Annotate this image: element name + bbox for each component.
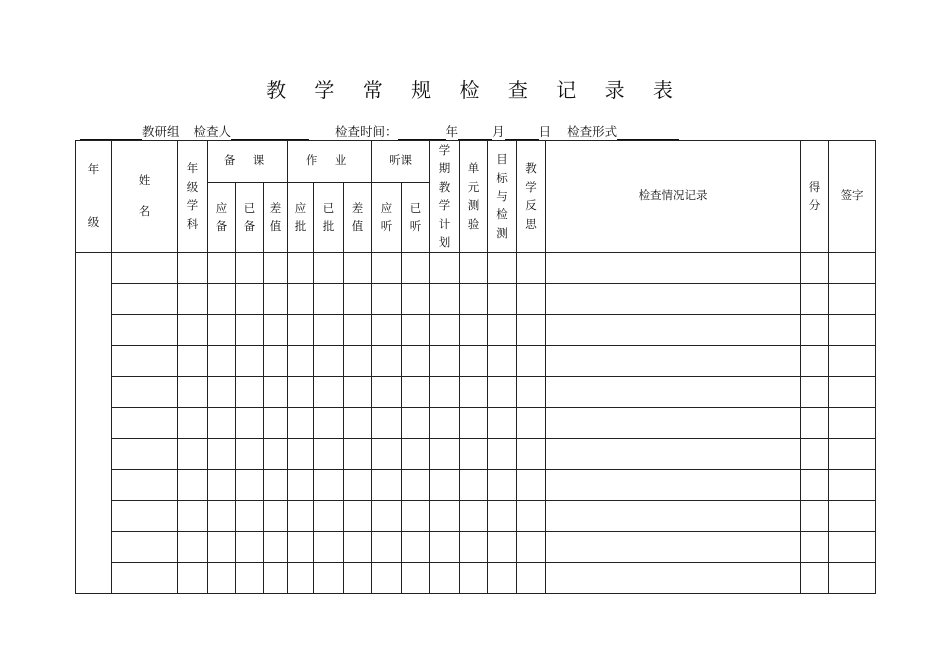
table-cell[interactable] xyxy=(344,562,372,593)
table-cell[interactable] xyxy=(264,283,288,314)
table-cell[interactable] xyxy=(372,252,402,283)
table-cell[interactable] xyxy=(372,531,402,562)
table-cell[interactable] xyxy=(208,283,236,314)
header-row-1 xyxy=(76,141,876,183)
table-cell[interactable] xyxy=(264,252,288,283)
table-cell[interactable] xyxy=(288,407,314,438)
table-cell[interactable] xyxy=(344,500,372,531)
table-cell[interactable] xyxy=(488,407,517,438)
table-row xyxy=(76,283,876,314)
table-cell[interactable] xyxy=(546,376,801,407)
form-info-line xyxy=(80,122,679,138)
table-cell[interactable] xyxy=(264,314,288,345)
header-lec-done: 已听 xyxy=(402,182,430,252)
table-cell[interactable] xyxy=(178,438,208,469)
table-cell[interactable] xyxy=(314,469,344,500)
table-cell[interactable] xyxy=(112,438,178,469)
table-cell[interactable] xyxy=(546,407,801,438)
table-cell[interactable] xyxy=(430,407,460,438)
table-cell[interactable] xyxy=(402,407,430,438)
table-cell[interactable] xyxy=(801,252,829,283)
table-cell[interactable] xyxy=(402,438,430,469)
table-cell[interactable] xyxy=(517,562,546,593)
table-row xyxy=(76,469,876,500)
table-row xyxy=(76,345,876,376)
table-cell[interactable] xyxy=(801,531,829,562)
table-cell[interactable] xyxy=(264,469,288,500)
table-cell[interactable] xyxy=(314,283,344,314)
month-blank[interactable] xyxy=(458,126,492,140)
table-cell[interactable] xyxy=(344,283,372,314)
table-cell[interactable] xyxy=(344,469,372,500)
table-cell[interactable] xyxy=(488,562,517,593)
table-cell[interactable] xyxy=(829,252,876,283)
table-cell[interactable] xyxy=(460,283,488,314)
table-cell[interactable] xyxy=(488,283,517,314)
header-grade xyxy=(76,141,112,253)
table-cell[interactable] xyxy=(178,345,208,376)
table-cell[interactable] xyxy=(236,438,264,469)
table-cell[interactable] xyxy=(236,562,264,593)
table-cell[interactable] xyxy=(264,500,288,531)
table-cell[interactable] xyxy=(288,562,314,593)
table-row xyxy=(76,562,876,593)
table-row xyxy=(76,314,876,345)
table-cell[interactable] xyxy=(488,500,517,531)
table-cell[interactable] xyxy=(546,314,801,345)
table-cell[interactable] xyxy=(402,531,430,562)
header-prep-should: 应备 xyxy=(208,182,236,252)
form-title: 教 学 常 规 检 查 记 录 表 xyxy=(266,78,684,102)
header-unit-test: 单元测验 xyxy=(460,141,488,253)
table-cell[interactable] xyxy=(546,531,801,562)
table-cell[interactable] xyxy=(488,314,517,345)
header-goal-check: 目标与检测 xyxy=(488,141,517,253)
table-cell[interactable] xyxy=(402,283,430,314)
table-cell[interactable] xyxy=(264,531,288,562)
table-cell[interactable] xyxy=(460,500,488,531)
table-cell[interactable] xyxy=(517,500,546,531)
table-cell[interactable] xyxy=(112,562,178,593)
table-cell[interactable] xyxy=(236,252,264,283)
table-cell[interactable] xyxy=(829,376,876,407)
header-name-top: 姓 xyxy=(138,172,151,187)
table-cell[interactable] xyxy=(488,469,517,500)
header-name xyxy=(112,141,178,253)
table-cell[interactable] xyxy=(546,283,801,314)
table-cell[interactable] xyxy=(460,438,488,469)
table-cell[interactable] xyxy=(178,283,208,314)
table-cell[interactable] xyxy=(344,314,372,345)
table-cell[interactable] xyxy=(829,438,876,469)
header-semester-plan: 学期教学计划 xyxy=(430,141,460,253)
table-cell[interactable] xyxy=(546,438,801,469)
table-cell[interactable] xyxy=(801,407,829,438)
header-hw-diff: 差值 xyxy=(344,182,372,252)
header-hw-done: 已批 xyxy=(314,182,344,252)
table-cell[interactable] xyxy=(372,500,402,531)
header-lec-should: 应听 xyxy=(372,182,402,252)
table-cell[interactable] xyxy=(208,531,236,562)
table-cell[interactable] xyxy=(488,531,517,562)
table-cell[interactable] xyxy=(801,345,829,376)
header-lecture: 听课 xyxy=(372,141,430,183)
table-cell[interactable] xyxy=(344,252,372,283)
table-cell[interactable] xyxy=(546,345,801,376)
inspection-form-blank[interactable] xyxy=(617,126,679,140)
table-row xyxy=(76,407,876,438)
table-cell[interactable] xyxy=(314,407,344,438)
table-cell[interactable] xyxy=(517,531,546,562)
table-cell[interactable] xyxy=(314,345,344,376)
table-cell[interactable] xyxy=(430,283,460,314)
table-cell[interactable] xyxy=(236,314,264,345)
table-cell[interactable] xyxy=(430,531,460,562)
header-score: 得分 xyxy=(801,141,829,253)
table-cell[interactable] xyxy=(288,500,314,531)
header-prep-done: 已备 xyxy=(236,182,264,252)
table-cell[interactable] xyxy=(517,314,546,345)
group-suffix: 教研组 xyxy=(142,124,180,139)
table-cell[interactable] xyxy=(178,531,208,562)
table-cell[interactable] xyxy=(208,376,236,407)
table-cell[interactable] xyxy=(344,531,372,562)
table-cell[interactable] xyxy=(314,531,344,562)
table-cell[interactable] xyxy=(314,314,344,345)
grade-cell[interactable] xyxy=(76,252,112,593)
header-reflection: 教学反思 xyxy=(517,141,546,253)
table-cell[interactable] xyxy=(430,252,460,283)
table-cell[interactable] xyxy=(372,283,402,314)
table-cell[interactable] xyxy=(829,407,876,438)
table-cell[interactable] xyxy=(460,314,488,345)
table-cell[interactable] xyxy=(517,407,546,438)
table-cell[interactable] xyxy=(178,469,208,500)
table-cell[interactable] xyxy=(112,252,178,283)
table-cell[interactable] xyxy=(801,562,829,593)
table-cell[interactable] xyxy=(264,407,288,438)
table-cell[interactable] xyxy=(314,500,344,531)
table-cell[interactable] xyxy=(460,252,488,283)
table-cell[interactable] xyxy=(402,376,430,407)
table-row xyxy=(76,252,876,283)
table-cell[interactable] xyxy=(236,345,264,376)
table-cell[interactable] xyxy=(314,438,344,469)
table-cell[interactable] xyxy=(178,314,208,345)
table-cell[interactable] xyxy=(460,376,488,407)
header-signature: 签字 xyxy=(829,141,876,253)
table-cell[interactable] xyxy=(344,376,372,407)
table-cell[interactable] xyxy=(178,252,208,283)
table-cell[interactable] xyxy=(430,562,460,593)
table-cell[interactable] xyxy=(178,562,208,593)
table-cell[interactable] xyxy=(829,562,876,593)
table-cell[interactable] xyxy=(314,252,344,283)
table-cell[interactable] xyxy=(517,376,546,407)
table-cell[interactable] xyxy=(488,252,517,283)
table-cell[interactable] xyxy=(402,345,430,376)
table-cell[interactable] xyxy=(402,469,430,500)
table-cell[interactable] xyxy=(801,500,829,531)
table-cell[interactable] xyxy=(314,376,344,407)
table-cell[interactable] xyxy=(112,376,178,407)
table-cell[interactable] xyxy=(829,500,876,531)
table-cell[interactable] xyxy=(430,500,460,531)
table-cell[interactable] xyxy=(517,469,546,500)
table-cell[interactable] xyxy=(208,345,236,376)
table-cell[interactable] xyxy=(546,562,801,593)
inspection-form-label: 检查形式 xyxy=(567,124,618,139)
table-cell[interactable] xyxy=(801,469,829,500)
header-prep-diff: 差值 xyxy=(264,182,288,252)
table-cell[interactable] xyxy=(264,376,288,407)
table-cell[interactable] xyxy=(208,500,236,531)
table-cell[interactable] xyxy=(288,531,314,562)
table-cell[interactable] xyxy=(208,562,236,593)
table-cell[interactable] xyxy=(288,345,314,376)
table-cell[interactable] xyxy=(288,252,314,283)
table-cell[interactable] xyxy=(264,438,288,469)
table-cell[interactable] xyxy=(829,345,876,376)
table-cell[interactable] xyxy=(236,376,264,407)
table-cell[interactable] xyxy=(208,438,236,469)
table-cell[interactable] xyxy=(112,469,178,500)
table-cell[interactable] xyxy=(236,469,264,500)
table-cell[interactable] xyxy=(801,283,829,314)
header-lesson-prep: 备 课 xyxy=(208,141,288,183)
day-blank[interactable] xyxy=(505,126,539,140)
table-cell[interactable] xyxy=(288,283,314,314)
table-cell[interactable] xyxy=(208,407,236,438)
table-row xyxy=(76,376,876,407)
table-cell[interactable] xyxy=(517,252,546,283)
table-cell[interactable] xyxy=(460,469,488,500)
inspector-blank[interactable] xyxy=(231,126,309,140)
table-cell[interactable] xyxy=(372,345,402,376)
table-cell[interactable] xyxy=(430,345,460,376)
header-grade-subject: 年级学科 xyxy=(178,141,208,253)
table-cell[interactable] xyxy=(236,500,264,531)
year-unit: 年 xyxy=(445,124,459,139)
table-cell[interactable] xyxy=(402,252,430,283)
table-cell[interactable] xyxy=(178,500,208,531)
table-cell[interactable] xyxy=(288,314,314,345)
table-cell[interactable] xyxy=(460,407,488,438)
table-cell[interactable] xyxy=(314,562,344,593)
table-cell[interactable] xyxy=(488,438,517,469)
table-cell[interactable] xyxy=(801,376,829,407)
table-cell[interactable] xyxy=(402,562,430,593)
table-cell[interactable] xyxy=(829,283,876,314)
table-cell[interactable] xyxy=(488,376,517,407)
table-cell[interactable] xyxy=(236,407,264,438)
table-cell[interactable] xyxy=(288,438,314,469)
table-cell[interactable] xyxy=(372,376,402,407)
table-cell[interactable] xyxy=(344,345,372,376)
table-cell[interactable] xyxy=(264,562,288,593)
year-blank[interactable] xyxy=(398,126,446,140)
table-cell[interactable] xyxy=(178,376,208,407)
table-cell[interactable] xyxy=(112,407,178,438)
table-cell[interactable] xyxy=(402,500,430,531)
table-cell[interactable] xyxy=(372,469,402,500)
table-cell[interactable] xyxy=(829,314,876,345)
table-row xyxy=(76,531,876,562)
table-cell[interactable] xyxy=(372,314,402,345)
table-cell[interactable] xyxy=(430,469,460,500)
table-cell[interactable] xyxy=(264,345,288,376)
table-cell[interactable] xyxy=(372,562,402,593)
table-cell[interactable] xyxy=(801,438,829,469)
table-cell[interactable] xyxy=(208,252,236,283)
inspector-label: 检查人 xyxy=(193,124,232,139)
table-cell[interactable] xyxy=(829,469,876,500)
inspection-record-table xyxy=(75,140,876,594)
table-cell[interactable] xyxy=(402,314,430,345)
table-cell[interactable] xyxy=(236,531,264,562)
table-cell[interactable] xyxy=(112,283,178,314)
header-name-bottom: 名 xyxy=(138,204,151,219)
table-cell[interactable] xyxy=(517,283,546,314)
table-cell[interactable] xyxy=(344,407,372,438)
table-cell[interactable] xyxy=(372,407,402,438)
table-row xyxy=(76,500,876,531)
table-cell[interactable] xyxy=(546,252,801,283)
table-cell[interactable] xyxy=(178,407,208,438)
table-cell[interactable] xyxy=(112,345,178,376)
table-cell[interactable] xyxy=(460,562,488,593)
header-record: 检查情况记录 xyxy=(546,141,801,253)
day-unit: 日 xyxy=(538,124,552,139)
header-hw-should: 应批 xyxy=(288,182,314,252)
inspection-time-label: 检查时间： xyxy=(335,124,398,139)
table-cell[interactable] xyxy=(517,345,546,376)
group-name-blank[interactable] xyxy=(80,126,142,140)
table-row xyxy=(76,438,876,469)
month-unit: 月 xyxy=(492,124,505,139)
table-cell[interactable] xyxy=(517,438,546,469)
table-cell[interactable] xyxy=(430,438,460,469)
table-cell[interactable] xyxy=(112,314,178,345)
header-grade-bottom: 级 xyxy=(87,215,100,230)
table-cell[interactable] xyxy=(288,469,314,500)
table-cell[interactable] xyxy=(208,314,236,345)
table-cell[interactable] xyxy=(801,314,829,345)
table-cell[interactable] xyxy=(430,376,460,407)
table-cell[interactable] xyxy=(546,469,801,500)
table-cell[interactable] xyxy=(288,376,314,407)
table-cell[interactable] xyxy=(460,345,488,376)
table-cell[interactable] xyxy=(546,500,801,531)
table-cell[interactable] xyxy=(430,314,460,345)
header-homework: 作 业 xyxy=(288,141,372,183)
header-grade-top: 年 xyxy=(87,161,100,176)
table-cell[interactable] xyxy=(208,469,236,500)
table-cell[interactable] xyxy=(488,345,517,376)
table-cell[interactable] xyxy=(344,438,372,469)
table-cell[interactable] xyxy=(829,531,876,562)
table-cell[interactable] xyxy=(112,500,178,531)
table-cell[interactable] xyxy=(236,283,264,314)
table-cell[interactable] xyxy=(460,531,488,562)
table-cell[interactable] xyxy=(372,438,402,469)
table-cell[interactable] xyxy=(112,531,178,562)
